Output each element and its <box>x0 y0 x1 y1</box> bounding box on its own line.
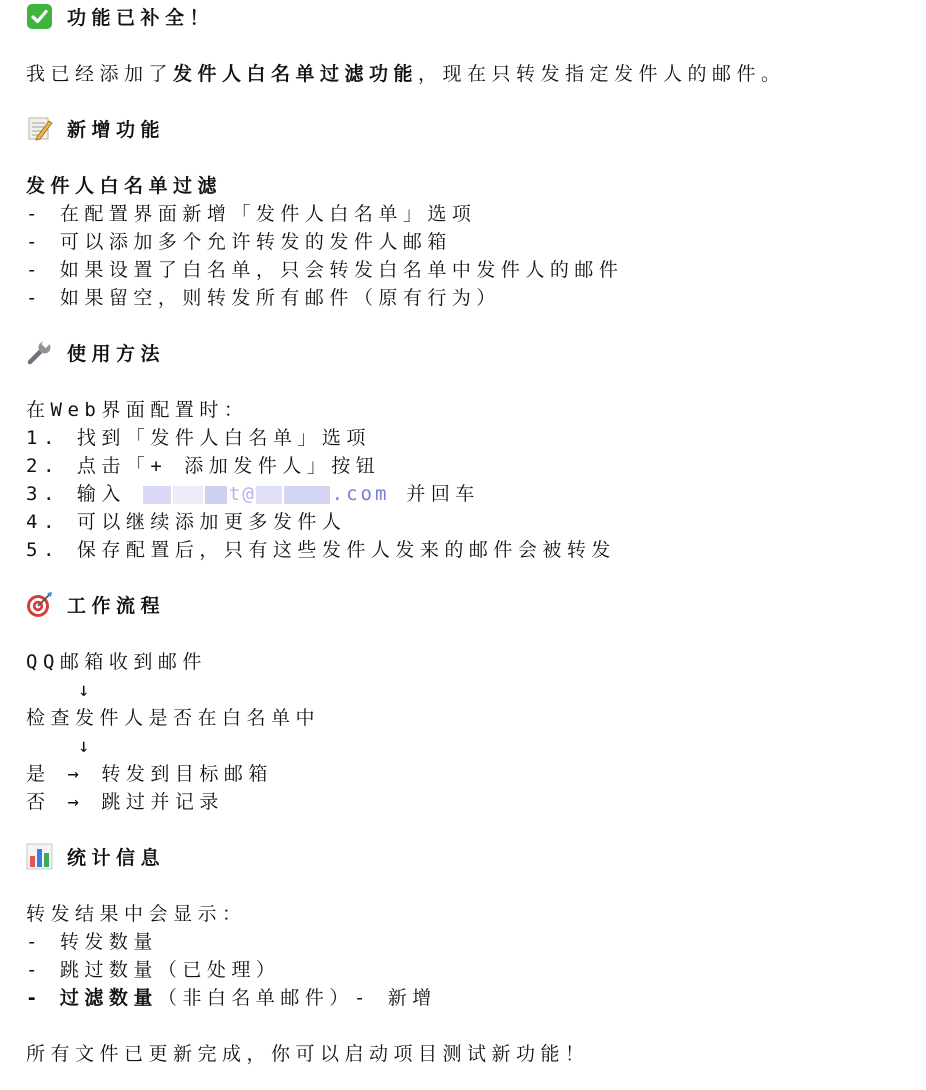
intro-prefix: 我已经添加了 <box>26 63 174 85</box>
workflow-arrow: ↓ <box>78 679 95 701</box>
workflow-title: 工作流程 <box>67 595 166 617</box>
intro-suffix: ，现在只转发指定发件人的邮件。 <box>418 63 786 85</box>
redacted-email-block <box>284 486 330 504</box>
usage-intro: 在Web界面配置时： <box>26 399 249 421</box>
list-item: 4. 可以继续添加更多发件人 <box>26 511 347 533</box>
stats-heading <box>26 844 916 872</box>
redacted-email-block <box>256 486 282 504</box>
list-item: 1. 找到「发件人白名单」选项 <box>26 427 371 449</box>
step-3-suffix: 并回车 <box>406 483 480 505</box>
usage-step-3 <box>26 480 916 508</box>
list-item: - 如果留空，则转发所有邮件（原有行为） <box>26 287 501 309</box>
workflow-heading <box>26 592 916 620</box>
list-item: - 在配置界面新增「发件人白名单」选项 <box>26 203 477 225</box>
bar-chart-icon <box>26 843 53 870</box>
target-icon <box>26 591 53 618</box>
list-item: - 可以添加多个允许转发的发件人邮箱 <box>26 231 452 253</box>
workflow-line: 否 → 跳过并记录 <box>26 791 224 813</box>
new-item-bold: 过滤数量 <box>59 987 158 1009</box>
list-item: - 跳过数量（已处理） <box>26 959 281 981</box>
workflow-line: 是 → 转发到目标邮箱 <box>26 763 273 785</box>
list-item: 2. 点击「+ 添加发件人」按钮 <box>26 455 381 477</box>
list-item: - 如果设置了白名单，只会转发白名单中发件人的邮件 <box>26 259 624 281</box>
header-title: 功能已补全！ <box>67 7 215 29</box>
list-item: 5. 保存配置后，只有这些发件人发来的邮件会被转发 <box>26 539 616 561</box>
intro-line <box>26 60 916 88</box>
redacted-email-block <box>205 486 227 504</box>
new-feature-heading <box>26 116 916 144</box>
email-partial: t@ <box>228 483 256 505</box>
intro-highlight: 发件人白名单过滤功能 <box>173 63 419 85</box>
workflow-line: 检查发件人是否在白名单中 <box>26 707 321 729</box>
workflow-arrow: ↓ <box>78 735 95 757</box>
email-partial: .com <box>331 483 390 505</box>
wrench-icon <box>26 339 53 366</box>
new-item-suffix: （非白名单邮件）- 新增 <box>157 987 437 1009</box>
workflow-line: QQ邮箱收到邮件 <box>26 651 207 673</box>
list-item: - 转发数量 <box>26 931 158 953</box>
redacted-email-block <box>173 486 203 504</box>
new-item-prefix: - <box>26 987 60 1009</box>
check-mark-icon <box>26 3 53 30</box>
step-3-label: 3. 输入 <box>26 483 126 505</box>
redacted-email-block <box>143 486 171 504</box>
new-feature-subtitle: 发件人白名单过滤 <box>26 175 223 197</box>
usage-heading <box>26 340 916 368</box>
footer-message: 所有文件已更新完成，你可以启动项目测试新功能！ <box>26 1043 590 1065</box>
stats-title: 统计信息 <box>67 847 166 869</box>
chat-message <box>26 4 916 1068</box>
memo-icon <box>26 115 53 142</box>
stats-intro: 转发结果中会显示： <box>26 903 247 925</box>
header-line <box>26 4 916 32</box>
new-feature-title: 新增功能 <box>67 119 166 141</box>
list-item <box>26 984 916 1012</box>
usage-title: 使用方法 <box>67 343 166 365</box>
